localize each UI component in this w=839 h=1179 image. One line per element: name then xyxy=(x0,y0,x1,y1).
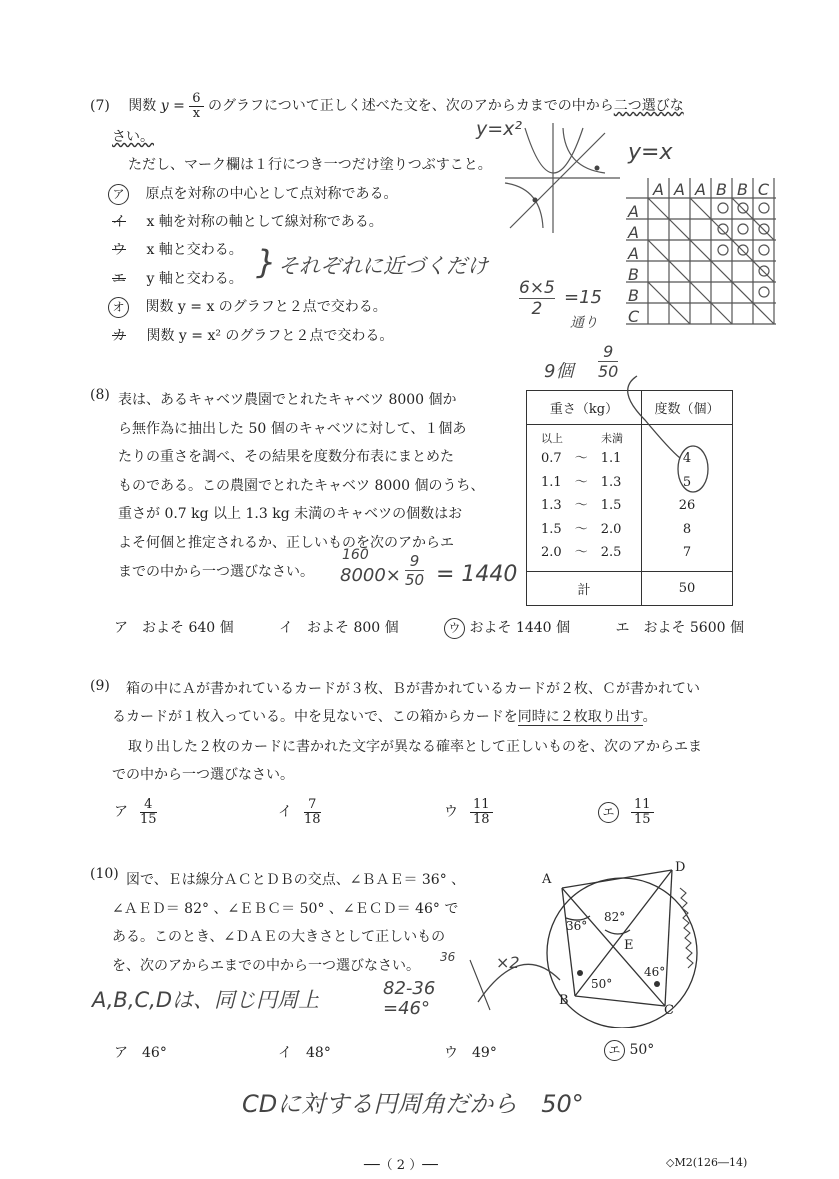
option-mark-crossed: カ xyxy=(112,328,126,344)
table-freq: 7 xyxy=(682,545,692,560)
q9-line1: 箱の中にＡが書かれているカードが３枚、Ｂが書かれているカードが２枚、Ｃが書かれてい xyxy=(126,681,700,697)
grid-row-labels: A A A B B C xyxy=(628,202,640,326)
q7-number: (7) xyxy=(90,98,110,115)
q7-stem-emph-b: さい。 xyxy=(112,129,154,145)
q7-hand-calc-result: =15 xyxy=(564,287,602,308)
q10-stem xyxy=(112,866,466,980)
q10-choice-a: ア 46° xyxy=(114,1045,167,1061)
fig-label-E: E xyxy=(624,938,634,953)
option-mark-circled: ア xyxy=(108,184,129,205)
page-code: ◇M2(126―14) xyxy=(666,1156,748,1169)
table-freq: 4 xyxy=(682,451,692,466)
q8-choice-e: エ およそ 5600 個 xyxy=(615,620,744,636)
q8-hand-calc-result: = 1440 xyxy=(436,562,518,587)
q10-line: 図で、Ｅは線分ＡＣとＤＢの交点、∠ＢＡＥ＝ 36° 、 xyxy=(126,872,466,888)
q8-line: ら無作為に抽出した 50 個のキャベツに対して、１個あ xyxy=(118,420,467,437)
fig-label-C: C xyxy=(664,1003,674,1018)
q9-number: (9) xyxy=(90,678,110,694)
table-subheader: 以上 未満 xyxy=(541,432,623,445)
option-mark-circled: エ xyxy=(598,802,619,823)
table-row: 1.5 ～ 2.0 xyxy=(541,521,622,537)
q8-choice-u: ウ およそ 1440 個 xyxy=(444,617,570,639)
option-text: 関数 y = x のグラフと２点で交わる。 xyxy=(145,299,387,315)
q8-hand-calc-top: 160 xyxy=(342,547,369,563)
page-number: ──（ 2 ）── xyxy=(364,1158,438,1173)
q7-hand-note: それぞれに近づくだけ xyxy=(278,254,488,278)
q9-line3: 取り出した２枚のカードに書かれた文字が異なる確率として正しいものを、次のアからエま xyxy=(128,739,702,755)
option-text: y 軸と交わる。 xyxy=(146,271,243,287)
q7-option-o xyxy=(108,296,387,318)
table-freq: 8 xyxy=(682,521,692,537)
q7-option-e xyxy=(108,268,243,288)
table-row: 1.1 ～ 1.3 xyxy=(541,474,622,490)
q10-hand-x2: ×2 xyxy=(496,953,520,972)
table-row: 2.0 ～ 2.5 xyxy=(541,545,622,560)
q10-line: ある。このとき、∠ＤＡＥの大きさとして正しいもの xyxy=(112,929,446,945)
table-total-label: 計 xyxy=(527,571,642,605)
q8-choices xyxy=(114,617,744,639)
q7-option-a xyxy=(108,183,397,205)
q7-fraction: $\frac{6}{x}$ xyxy=(189,92,203,120)
table-row: 0.7 ～ 1.1 xyxy=(541,451,622,466)
option-mark-crossed: ウ xyxy=(112,242,126,258)
q7-sketch-graph xyxy=(495,118,635,238)
q7-hand-calc: 6×5 2 xyxy=(519,278,555,319)
q9-choice-a: ア $\frac{4}{15}$ xyxy=(114,797,157,827)
fig-label-A: A xyxy=(542,872,552,887)
fig-angle-46: 46° xyxy=(644,965,666,979)
q9-choice-e: エ $\frac{11}{15}$ xyxy=(598,798,654,826)
table-row: 1.3 ～ 1.5 xyxy=(541,498,622,513)
table-head-freq: 度数（個） xyxy=(642,391,733,425)
q10-line: ∠ＡＥＤ＝ 82° 、∠ＥＢＣ＝ 50° 、∠ＥＣＤ＝ 46° で xyxy=(112,900,459,917)
q10-line: を、次のアからエまでの中から一つ選びなさい。 xyxy=(112,957,420,974)
q8-hand-arrow xyxy=(575,360,725,500)
q10-hand-calc2: =46° xyxy=(383,998,430,1019)
grid-header: A A A B B C xyxy=(653,180,770,199)
fig-label-B: B xyxy=(559,993,569,1008)
q7-stem-line1 xyxy=(90,92,684,120)
q8-choice-i: イ およそ 800 個 xyxy=(279,620,399,636)
q9-choice-u: ウ $\frac{11}{18}$ xyxy=(444,798,493,826)
q7-stem-var: y = xyxy=(160,98,185,115)
fig-angle-82: 82° xyxy=(604,910,626,924)
option-mark-circled: ウ xyxy=(444,618,465,639)
table-freq: 5 xyxy=(682,474,692,490)
q7-hand-yx: y=x xyxy=(628,140,673,165)
table-head-weight: 重さ（kg） xyxy=(527,391,642,425)
q10-hand-answer: CDに対する円周角だから 50° xyxy=(242,1090,584,1118)
q7-hand-yx2: y=x² xyxy=(476,118,523,140)
q8-hand-calc-frac: 9 50 xyxy=(405,552,425,589)
q8-hand-count: 9個 xyxy=(544,361,574,382)
q9-line4: での中から一つ選びなさい。 xyxy=(112,767,294,783)
q10-hand-36: 36 xyxy=(440,950,456,964)
q8-stem xyxy=(118,386,485,586)
option-text: 原点を対称の中心として点対称である。 xyxy=(145,186,398,202)
q7-option-u xyxy=(108,239,243,259)
q10-number: (10) xyxy=(90,866,119,882)
q7-stem-a: 関数 xyxy=(128,98,157,115)
option-mark-circled: オ xyxy=(108,297,129,318)
fig-angle-50: 50° xyxy=(591,977,613,991)
q7-stem-b: のグラフについて正しく述べた文を、次のアからカまでの中から xyxy=(208,98,614,115)
q10-hand-note: A,B,C,Dは、同じ円周上 xyxy=(92,988,320,1012)
q10-hand-calc1: 82-36 xyxy=(383,978,436,999)
q7-note: ただし、マーク欄は１行につき一つだけ塗りつぶすこと。 xyxy=(128,157,492,173)
q7-brace: } xyxy=(256,243,277,281)
q8-hand-frac: 9 50 xyxy=(598,342,619,381)
q7-hand-calc-unit: 通り xyxy=(570,315,598,331)
option-text: x 軸を対称の軸として線対称である。 xyxy=(146,214,383,230)
q8-number: (8) xyxy=(90,387,110,403)
q8-line: 表は、あるキャベツ農園でとれたキャベツ 8000 個か xyxy=(118,392,457,408)
q7-grid-lines xyxy=(620,176,780,336)
q7-option-i xyxy=(108,211,383,231)
q8-hand-calc-main: 8000× xyxy=(340,565,401,586)
fig-label-D: D xyxy=(675,860,686,875)
q9-underlined: 同時に２枚取り出す xyxy=(517,709,643,725)
q8-line: たりの重さを調べ、その結果を度数分布表にまとめた xyxy=(118,449,454,466)
table-total: 50 xyxy=(642,571,733,605)
option-mark-crossed: イ xyxy=(112,214,126,230)
q10-hand-arc xyxy=(460,950,570,1020)
option-text: 関数 y = x² のグラフと２点で交わる。 xyxy=(146,328,394,344)
q8-choice-a: ア およそ 640 個 xyxy=(114,620,234,636)
q10-choice-i: イ 48° xyxy=(278,1045,331,1061)
q9-line2: るカードが１枚入っている。中を見ないで、この箱からカードを同時に２枚取り出す。 xyxy=(112,709,657,725)
q8-line: までの中から一つ選びなさい。 xyxy=(118,563,314,580)
q9-choice-i: イ $\frac{7}{18}$ xyxy=(278,797,321,827)
q7-option-ka xyxy=(108,325,393,345)
q8-line: ものである。この農園でとれたキャベツ 8000 個のうち、 xyxy=(118,477,485,494)
option-mark-crossed: エ xyxy=(112,271,126,287)
fig-angle-36: 36° xyxy=(566,919,588,933)
option-text: x 軸と交わる。 xyxy=(146,242,243,258)
q10-choice-u: ウ 49° xyxy=(444,1045,497,1061)
q7-stem-emph-a: 二つ選びな xyxy=(613,98,684,115)
q8-line: よそ何個と推定されるか、正しいものを次のアからエ xyxy=(118,534,454,551)
option-mark-circled: エ xyxy=(604,1040,625,1061)
q8-line: 重さが 0.7 kg 以上 1.3 kg 未満のキャベツの個数はお xyxy=(118,506,463,523)
table-freq: 26 xyxy=(678,498,696,513)
q10-choice-e: エ 50° xyxy=(604,1040,654,1061)
